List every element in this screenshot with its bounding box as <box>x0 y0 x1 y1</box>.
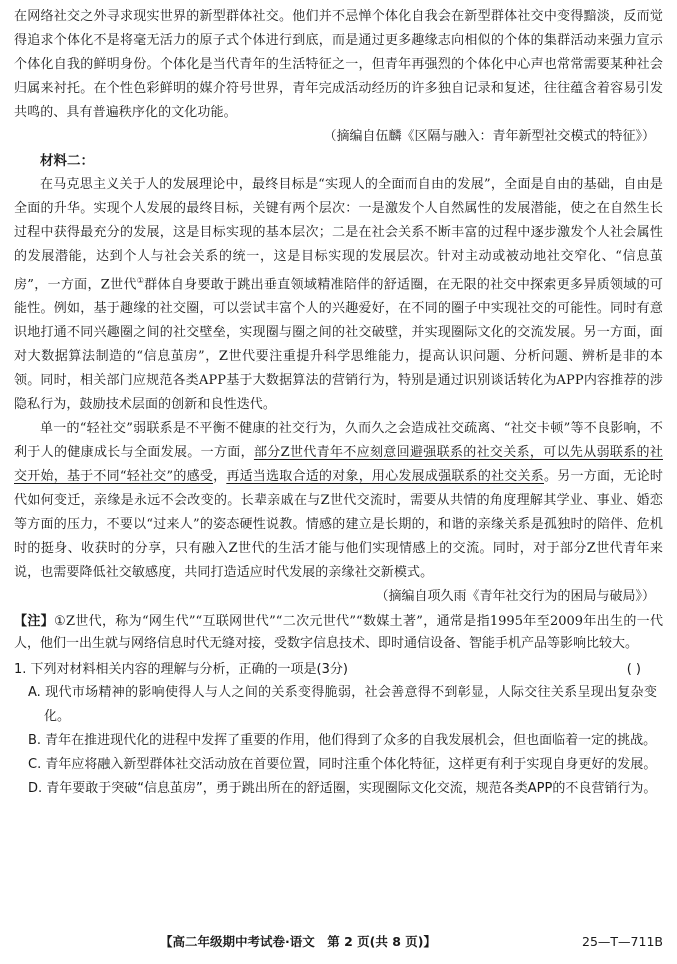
source-citation-2: （摘编自项久雨《青年社交行为的困局与破局》） <box>375 589 655 605</box>
option-b[interactable]: B. 青年在推进现代化的进程中发挥了重要的作用，他们得到了众多的自我发展机会，但也面临着一定的挑战。 <box>28 733 657 749</box>
source-citation-1: （摘编自伍麟《区隔与融入：青年新型社交模式的特征》） <box>323 129 655 144</box>
material2-p1-rest: 群体自身要敢于跳出垂直领域精准陪伴的舒适圈，在无限的社交中探索更多异质领域的可能性。例如，基于趣缘的社交圈，可以尝试丰富个人的兴趣爱好，在不同的圈子中实现社交的可能性。同时有意识地打通不同兴趣圈之间的社交壁垒，实现圈与圈之间的社交破壁，并实现圈际文化的交流发展。另一方面，面对大数据算法制造的“信息茧房”，Z世代要注重提升科学思维能力，提高认识问题、分析问题、辨析是非的本领。同时，相关部门应规范各类APP基于大数据算法的营销行为，特别是通过识别谈话转化为APP内容推荐的涉隐私行为，鼓励技术层面的创新和良性迭代。 <box>14 277 663 413</box>
footer-page-number: 第 2 页(共 8 页)】 <box>327 934 436 949</box>
option-d[interactable]: D. 青年要敢于突破“信息茧房”，勇于跳出所在的舒适圈，实现圈际文化交流，规范各类APP的不良营销行为。 <box>28 781 657 797</box>
footer-title <box>14 932 582 950</box>
answer-blank[interactable]: ( ) <box>626 662 641 678</box>
question-1-stem <box>14 658 663 681</box>
material2-heading: 材料二： <box>40 153 94 169</box>
option-c[interactable]: C. 青年应将融入新型群体社交活动放在首要位置，同时注重个体化特征，这样更有利于实现自身更好的发展。 <box>28 757 657 773</box>
underlined-sentence-2: 再适当选取合适的对象，用心发展成强联系的社交关系 <box>226 469 544 485</box>
underlined-sentence-1: 部分Z世代青年不应刻意回避强联系的社交关系，可以先从弱联系的社交开始，基于不同“轻社交”的感受 <box>14 445 663 485</box>
page-footer <box>14 932 663 950</box>
footer-exam-code: 25—T—711B <box>582 933 663 949</box>
footer-exam-name: 【高二年级期中考试卷·语文 <box>160 934 315 949</box>
material2-p2-lead: 单一的“轻社交”弱联系是不平衡不健康的社交行为，久而久之会造成社交疏离、“社交卡顿”等不良影响，不利于人的健康成长与全面发展。一方面， <box>14 421 663 461</box>
option-a[interactable]: A. 现代市场精神的影响使得人与人之间的关系变得脆弱，社会善意得不到彰显，人际交往关系呈现出复杂变化。 <box>28 685 657 725</box>
material2-paragraph-2 <box>14 417 663 585</box>
footnote-text: ①Z世代，称为“网生代”“互联网世代”“二次元世代”“数媒土著”，通常是指1995年至2009年出生的一代人，他们一出生就与网络信息时代无缝对接，受数字信息技术、即时通信设备、智能手机产品等影响比较大。 <box>14 614 663 652</box>
material2-paragraph-1 <box>14 173 663 417</box>
material2-p2-comma: ， <box>213 469 227 485</box>
material2-p2-rest: 。另一方面，无论时代如何变迁，亲缘是永远不会改变的。长辈亲戚在与Z世代交流时，需要从共情的角度理解其学业、事业、婚恋等方面的压力，不要以“过来人”的姿态硬性说教。情感的建立是长期的，和谐的亲缘关系是孤独时的陪伴、危机时的挺身、收获时的分享，只有融入Z世代的生活才能与他们实现情感上的交流。同时，对于部分Z世代青年来说，也需要降低社交敏感度，共同打造适应时代发展的亲缘社交新模式。 <box>14 469 663 581</box>
footnote-marker: ① <box>136 276 145 285</box>
passage1-tail: 在网络社交之外寻求现实世界的新型群体社交。他们并不忌惮个体化自我会在新型群体社交中变得黯淡，反而觉得追求个体化不是将毫无活力的原子式个体进行到底，而是通过更多趣缘志向相似的个体的集群活动来强力宣示个体化自我的鲜明身份。个体化是当代青年的生活特征之一，但青年再强烈的个体化中心声也常常需要某种社会归属来衬托。在个性色彩鲜明的媒介符号世界，青年完成活动经历的许多独自记录和复述，往往蕴含着容易引发共鸣的、具有普遍秩序化的文化功能。 <box>14 9 663 120</box>
footnote-label: 【注】 <box>14 614 54 630</box>
footnote <box>14 611 663 655</box>
question-1-text: 1. 下列对材料相关内容的理解与分析，正确的一项是(3分) <box>14 662 348 678</box>
material2-p1-text: 在马克思主义关于人的发展理论中，最终目标是“实现人的全面而自由的发展”，全面是自由的基础，自由是全面的升华。实现个人发展的最终目标，关键有两个层次：一是激发个人自然属性的发展潜能，使之在自然生长过程中获得最充分的发展，这是目标实现的基本层次；二是在社会关系不断丰富的过程中逐步激发个人社会属性的发展潜能，达到个人与社会关系的统一，这是目标实现的发展层次。针对主动或被动地社交窄化、“信息茧房”，一方面，Z世代 <box>14 177 663 293</box>
